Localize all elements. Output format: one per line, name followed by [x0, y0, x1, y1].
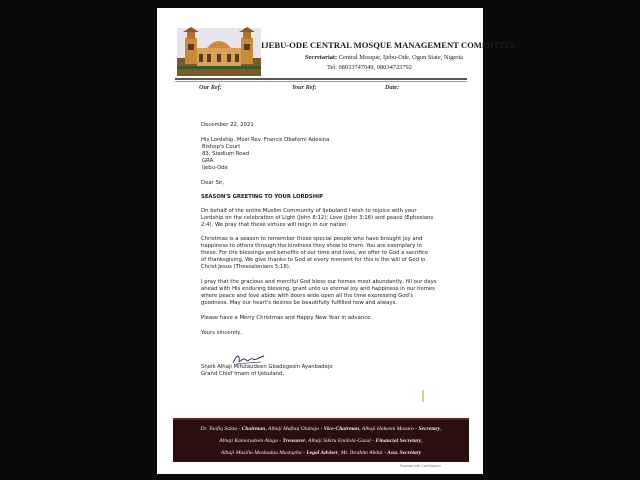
recipient-line: Bishop's Court: [202, 144, 241, 151]
header-rule-thin: [175, 81, 467, 82]
paragraph-line: ahead with His enduring blessing, grant unto us eternal joy and happiness in our homes: [201, 286, 435, 293]
footer-role-title: Legal Adviser: [306, 450, 338, 456]
signatory-title: Grand Chief Imam of Ijebuland.: [201, 371, 284, 378]
recipient-line: 83, Stadium Road: [202, 151, 250, 158]
paragraph-line: I pray that the gracious and merciful God bless our homes most abundantly, fill our days: [201, 279, 437, 285]
letter-date: December 22, 2021: [201, 122, 254, 128]
closing: Yours sincerely,: [201, 330, 243, 336]
recipient-line: GRA: [202, 158, 214, 165]
secretariat-address: [305, 54, 463, 61]
paragraph-4: [201, 315, 463, 322]
paragraph-2: [201, 236, 463, 271]
telephone-numbers: Tel: 08033747049, 08034723792: [327, 64, 412, 71]
paragraph-line: Christmas is a season to remember those special people who have brought joy and: [201, 236, 423, 242]
paragraph-line: goodness. May our heart's desires be beautifully fulfilled now and always.: [201, 300, 397, 307]
footer-line-1: [173, 426, 469, 432]
mosque-logo: [177, 28, 261, 76]
paragraph-line: happiness to others through the kindness they show to them. You are exemplary in: [201, 243, 422, 250]
footer-role-title: Treasurer: [282, 438, 306, 444]
footer-member-name: Alhaji Kamorudeen Alaga -: [219, 438, 283, 444]
our-ref-label: Our Ref:: [199, 84, 222, 91]
paragraph-line: of thanksgiving. We give thanks to God at every moment for this is the will of God in: [201, 257, 426, 264]
paragraph-line: where peace and love abide with doors wide open all the time expressing God's: [201, 293, 414, 300]
paragraph-line: Please have a Merry Christmas and Happy New Year in advance.: [201, 315, 373, 321]
footer-line-2: [173, 438, 469, 444]
paragraph-line: Lordship on the celebration of Light (John 8:12); Love (John 3:16) and peace (Ephesians: [201, 215, 434, 222]
footer-member-name: ,: [421, 438, 423, 444]
footer-member-name: , Alhaji Hakeem Mosuro -: [359, 426, 419, 432]
paragraph-line: these. For the blessings and benefits of our time and lives, we offer to God a sacrifice: [201, 250, 429, 257]
header-rule: [175, 78, 467, 80]
recipient-line: Ijebu-Ode: [202, 165, 228, 172]
footer-member-name: Alhaji Musiliu Mosbadau Mustapha -: [220, 450, 307, 456]
paragraph-line: On behalf of the entire Muslim Community of Ijebuland I wish to rejoice with your: [201, 208, 417, 214]
ink-mark: [421, 390, 425, 402]
signatory-block: [201, 364, 463, 378]
footer-role-title: Secretary: [418, 426, 441, 432]
footer-line-3: [173, 450, 469, 456]
date-ref-label: Date:: [385, 84, 400, 91]
footer-member-name: , Mr. Ibrahim Abdul -: [337, 450, 388, 456]
salutation: Dear Sir,: [201, 180, 225, 186]
footer-member-name: ,: [440, 426, 442, 432]
recipient-block: [201, 137, 463, 172]
organization-name: IJEBU-ODE CENTRAL MOSQUE MANAGEMENT COMMITTEE: [261, 40, 517, 50]
footer-role-title: Asst. Secretary: [387, 450, 422, 456]
recipient-line: His Lordship, Most Rev. Francis Obafemi Adesina: [201, 137, 330, 143]
your-ref-label: Your Ref:: [292, 84, 317, 91]
letter-page: [157, 8, 517, 474]
footer-role-title: Vice-Chairman: [323, 426, 360, 432]
letter-subject: SEASON'S GREETING TO YOUR LORDSHIP: [201, 194, 324, 200]
secretariat-address-text: Central Mosque, Ijebu-Ode, Ogun State, Nigeria: [338, 54, 464, 61]
footer-member-name: , Alhaji Sikiru Emilola-Gazal -: [305, 438, 376, 444]
signatory-name: Sheik Alhaji Mifutaudeen Gbadegesin Ayanbadejo: [201, 364, 333, 370]
paragraph-3: [201, 279, 463, 307]
footer-role-title: Financial Secretary: [375, 438, 422, 444]
footer-member-name: Dr. Taofiq Salau -: [200, 426, 242, 432]
paragraph-line: Christ Jesus (Thessalonians 5:18).: [201, 264, 291, 271]
committee-footer: [173, 418, 469, 462]
secretariat-label: Secretariat:: [305, 54, 338, 61]
paragraph-1: [201, 208, 463, 229]
footer-role-title: Chairman: [241, 426, 266, 432]
footer-member-name: , Alhaji Muftau Olubajo -: [265, 426, 324, 432]
paragraph-line: 2:4). We pray that these virtues will reign in our nation.: [201, 222, 349, 229]
scanner-watermark: Scanned with CamScanner: [400, 464, 442, 468]
